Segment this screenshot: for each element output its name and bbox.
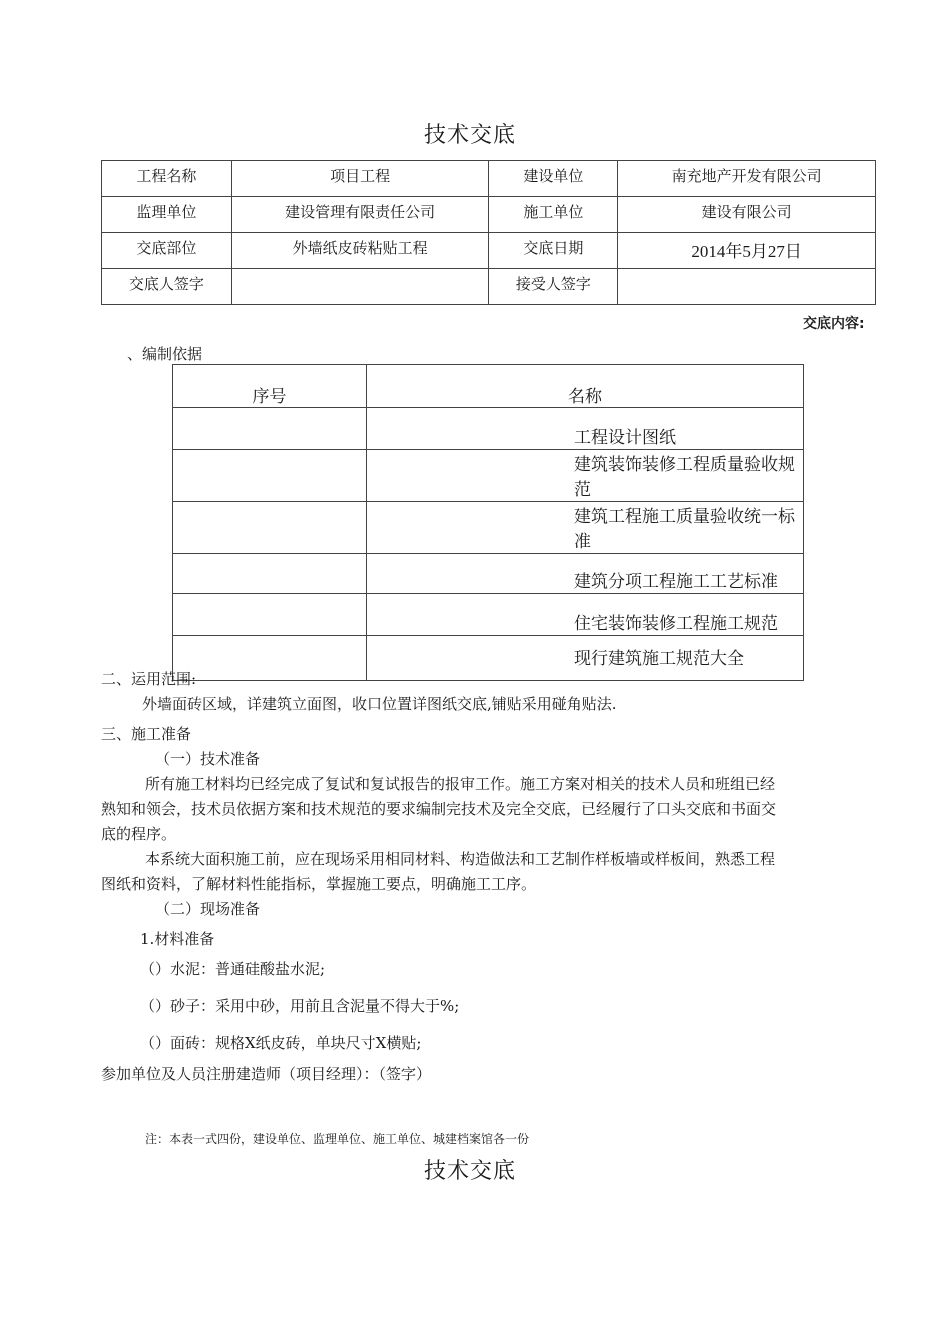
table-row [173, 554, 804, 594]
paragraph-line: 本系统大面积施工前，应在现场采用相同材料、构造做法和工艺制作样板墙或样板间，熟悉工程 [145, 850, 776, 868]
table-cell: 施工单位 [489, 197, 618, 233]
table-row [102, 233, 876, 269]
table-cell: 现行建筑施工规范大全 [367, 636, 804, 681]
table-row [173, 594, 804, 636]
table-row [173, 365, 804, 408]
section-heading: 三、施工准备 [101, 725, 192, 743]
list-item: （）砂子：采用中砂，用前且含泥量不得大于%; [140, 997, 460, 1015]
table-cell: 住宅装饰装修工程施工规范 [367, 594, 804, 636]
table-header: 序号 [173, 365, 367, 408]
table-cell: 建设管理有限责任公司 [231, 197, 489, 233]
section-heading: 、编制依据 [127, 345, 203, 363]
table-header: 名称 [367, 365, 804, 408]
basis-table [172, 364, 804, 681]
paragraph-line: 熟知和领会，技术员依据方案和技术规范的要求编制完技术及完全交底，已经履行了口头交底和书面交 [101, 800, 777, 818]
page-title-2: 技术交底 [424, 1159, 517, 1184]
subsection-heading: （二）现场准备 [155, 900, 261, 918]
table-cell: 工程设计图纸 [367, 408, 804, 450]
table-cell: 外墙纸皮砖粘贴工程 [231, 233, 489, 269]
table-cell [173, 408, 367, 450]
subsection-heading: （一）技术准备 [155, 750, 261, 768]
table-cell: 接受人签字 [489, 269, 618, 305]
paragraph-line: 图纸和资料，了解材料性能指标，掌握施工要点，明确施工工序。 [101, 875, 537, 893]
signature-cell [231, 269, 489, 305]
table-cell [173, 450, 367, 502]
list-heading: 1.材料准备 [140, 930, 215, 948]
table-cell: 交底日期 [489, 233, 618, 269]
table-cell [173, 594, 367, 636]
list-item: （）水泥：普通硅酸盐水泥; [140, 960, 326, 978]
table-cell [173, 636, 367, 681]
table-row [173, 450, 804, 502]
table-cell: 交底人签字 [102, 269, 232, 305]
participants-line: 参加单位及人员注册建造师（项目经理）：（签字） [101, 1065, 432, 1083]
table-cell: 工程名称 [102, 161, 232, 197]
table-cell: 交底部位 [102, 233, 232, 269]
section-heading: 二、运用范围: [101, 670, 197, 688]
footnote: 注：本表一式四份，建设单位、监理单位、施工单位、城建档案馆各一份 [145, 1132, 530, 1146]
table-row [173, 636, 804, 681]
signature-cell [618, 269, 876, 305]
page-title: 技术交底 [424, 123, 517, 148]
table-cell: 建筑装饰装修工程质量验收规范 [367, 450, 804, 502]
content-label: 交底内容: [803, 316, 865, 332]
paragraph-line: 所有施工材料均已经完成了复试和复试报告的报审工作。施工方案对相关的技术人员和班组已经 [145, 775, 776, 793]
table-cell [173, 554, 367, 594]
paragraph-line: 底的程序。 [101, 825, 177, 843]
table-cell [173, 502, 367, 554]
table-cell: 项目工程 [231, 161, 489, 197]
table-cell: 南充地产开发有限公司 [618, 161, 876, 197]
table-row [173, 502, 804, 554]
project-info-table [101, 160, 876, 305]
table-row [173, 408, 804, 450]
table-cell: 建筑分项工程施工工艺标准 [367, 554, 804, 594]
table-cell: 监理单位 [102, 197, 232, 233]
list-item: （）面砖：规格X纸皮砖，单块尺寸X横贴; [140, 1034, 422, 1052]
table-cell: 2014年5月27日 [618, 233, 876, 269]
table-cell: 建设有限公司 [618, 197, 876, 233]
table-row [102, 269, 876, 305]
table-cell: 建筑工程施工质量验收统一标准 [367, 502, 804, 554]
table-row [102, 197, 876, 233]
table-row [102, 161, 876, 197]
table-cell: 建设单位 [489, 161, 618, 197]
paragraph: 外墙面砖区域，详建筑立面图，收口位置详图纸交底,铺贴采用碰角贴法. [142, 695, 617, 713]
